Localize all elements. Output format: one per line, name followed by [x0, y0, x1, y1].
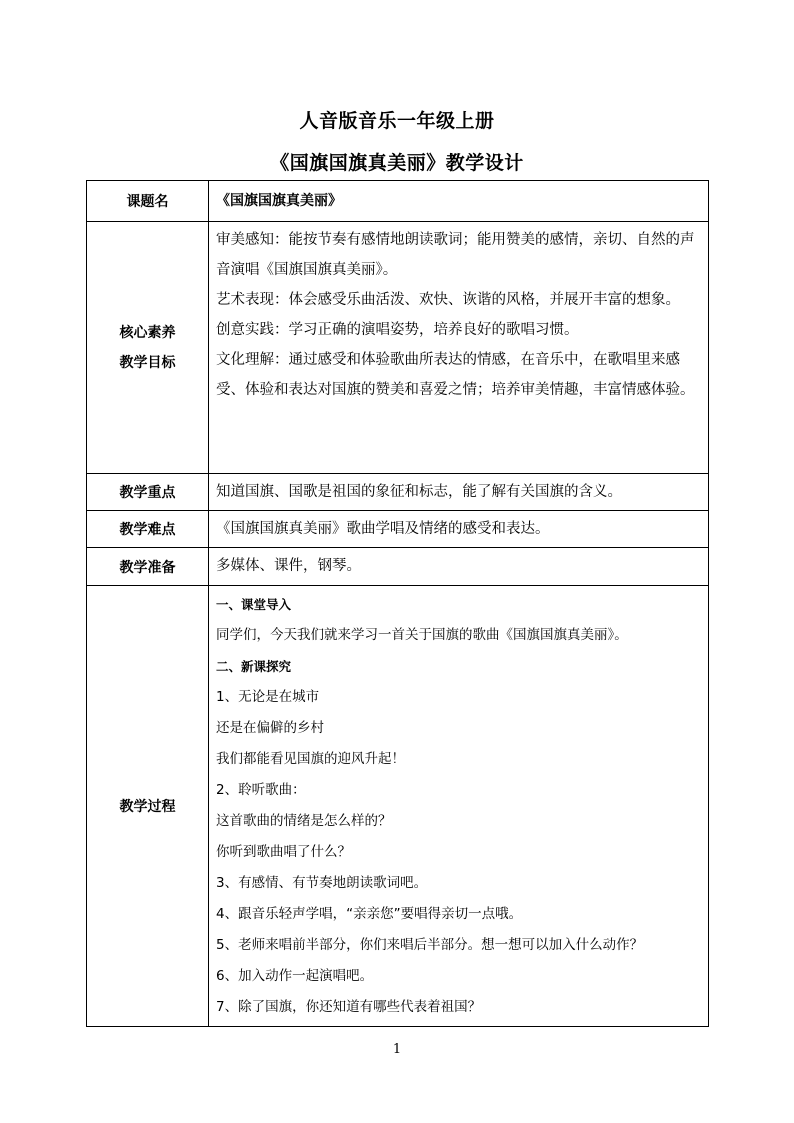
- process-line: 3、有感情、有节奏地朗读歌词吧。: [216, 875, 428, 891]
- label-goals: [87, 222, 209, 474]
- goal-item: 创意实践：学习正确的演唱姿势，培养良好的歌唱习惯。: [216, 322, 579, 338]
- value-prep: 多媒体、课件，钢琴。: [209, 548, 709, 586]
- label-topic: 课题名: [87, 181, 209, 222]
- process-line: 还是在偏僻的乡村: [216, 720, 324, 736]
- table-row-process: [87, 586, 709, 1027]
- goal-item: 艺术表现：体会感受乐曲活泼、欢快、诙谐的风格，并展开丰富的想象。: [216, 292, 680, 308]
- document-subtitle: 《国旗国旗真美丽》教学设计: [270, 152, 524, 174]
- document-title: 人音版音乐一年级上册: [299, 110, 495, 132]
- label-prep: 教学准备: [87, 548, 209, 586]
- label-key: 教学重点: [87, 474, 209, 511]
- value-topic: [209, 181, 709, 222]
- table-row-topic: [87, 181, 709, 222]
- label-process: 教学过程: [87, 586, 209, 1027]
- process-heading: 二、新课探究: [216, 659, 292, 674]
- page-number: 1: [392, 1042, 402, 1057]
- process-line: 5、老师来唱前半部分，你们来唱后半部分。想一想可以加入什么动作？: [216, 937, 644, 953]
- process-line: 2、聆听歌曲：: [216, 782, 306, 798]
- value-goals: [209, 222, 709, 474]
- process-line: 7、除了国旗，你还知道有哪些代表着祖国？: [216, 999, 482, 1015]
- process-line: 6、加入动作一起演唱吧。: [216, 968, 374, 984]
- process-line: 我们都能看见国旗的迎风升起！: [216, 751, 405, 767]
- value-key: 知道国旗、国歌是祖国的象征和标志，能了解有关国旗的含义。: [209, 474, 709, 511]
- topic-text: 《国旗国旗真美丽》: [216, 193, 342, 209]
- process-line: 这首歌曲的情绪是怎么样的？: [216, 813, 392, 829]
- process-line: 4、跟音乐轻声学唱，“亲亲您”要唱得亲切一点哦。: [216, 906, 523, 922]
- label-goals-line2: 教学目标: [119, 354, 176, 371]
- value-difficulty: 《国旗国旗真美丽》歌曲学唱及情绪的感受和表达。: [209, 511, 709, 548]
- table-row-goals: [87, 222, 709, 474]
- label-goals-line1: 核心素养: [119, 324, 176, 341]
- goal-item: 审美感知：能按节奏有感情地朗读歌词；能用赞美的感情，亲切、自然的声音演唱《国旗国旗真美丽》。: [216, 232, 695, 278]
- label-difficulty: 教学难点: [87, 511, 209, 548]
- table-row-prep: [87, 548, 709, 586]
- table-row-key: [87, 474, 709, 511]
- table-row-difficulty: [87, 511, 709, 548]
- process-line: 1、无论是在城市: [216, 689, 320, 705]
- process-line: 你听到歌曲唱了什么？: [216, 844, 351, 860]
- lesson-plan-table: [86, 180, 709, 1027]
- process-heading: 一、课堂导入: [216, 597, 292, 612]
- goal-item: 文化理解：通过感受和体验歌曲所表达的情感，在音乐中，在歌唱里来感受、体验和表达对国旗的赞美和喜爱之情；培养审美情趣，丰富情感体验。: [216, 352, 695, 398]
- value-process: [209, 586, 709, 1027]
- process-line: 同学们，今天我们就来学习一首关于国旗的歌曲《国旗国旗真美丽》。: [216, 627, 628, 643]
